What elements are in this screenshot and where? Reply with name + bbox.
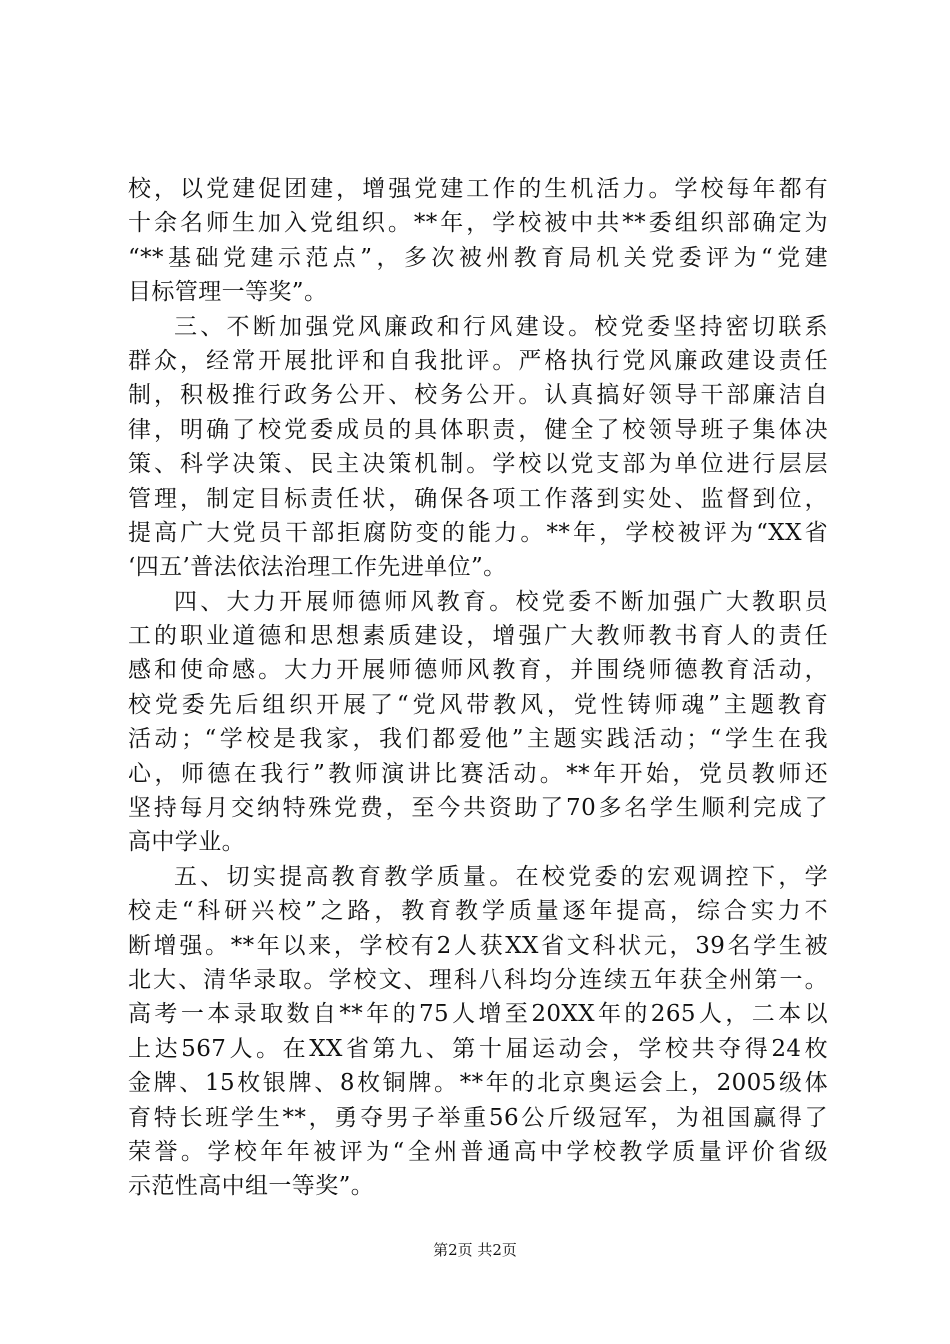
text-line: 制，积极推行政务公开、校务公开。认真搞好领导干部廉洁自 <box>128 382 828 409</box>
document-body <box>128 172 828 1204</box>
text-line: 育特长班学生**，勇夺男子举重56公斤级冠军，为祖国赢得了 <box>128 1104 828 1131</box>
text-line: 示范性高中组一等奖”。 <box>128 1173 375 1200</box>
text-line: “**基础党建示范点”，多次被州教育局机关党委评为“党建 <box>128 244 828 271</box>
text-line: 校走“科研兴校”之路，教育教学质量逐年提高，综合实力不 <box>128 898 828 925</box>
text-line: 提高广大党员干部拒腐防变的能力。**年，学校被评为“XX省 <box>128 519 828 546</box>
text-line: 律，明确了校党委成员的具体职责，健全了校领导班子集体决 <box>128 416 828 443</box>
text-line: 感和使命感。大力开展师德师风教育，并围绕师德教育活动， <box>128 657 828 684</box>
text-line: 校党委先后组织开展了“党风带教风，党性铸师魂”主题教育 <box>128 691 828 718</box>
text-line: 断增强。**年以来，学校有2人获XX省文科状元，39名学生被 <box>128 932 828 959</box>
paragraph-heading-line: 三、不断加强党风廉政和行风建设。校党委坚持密切联系 <box>174 313 828 340</box>
text-line: 管理，制定目标责任状，确保各项工作落到实处、监督到位， <box>128 485 828 512</box>
text-line: 策、科学决策、民主决策机制。学校以党支部为单位进行层层 <box>128 451 828 478</box>
text-line: 高中学业。 <box>128 829 245 856</box>
text-line: 坚持每月交纳特殊党费，至今共资助了70多名学生顺利完成了 <box>128 795 828 822</box>
text-line: 目标管理一等奖”。 <box>128 279 328 306</box>
text-line: ‘四五’普法依法治理工作先进单位”。 <box>128 554 507 581</box>
text-line: 高考一本录取数自**年的75人增至20XX年的265人，二本以 <box>128 1001 828 1028</box>
text-line: 十余名师生加入党组织。**年，学校被中共**委组织部确定为 <box>128 210 828 237</box>
paragraph-heading-line: 四、大力开展师德师风教育。校党委不断加强广大教职员 <box>174 588 828 615</box>
text-line: 群众，经常开展批评和自我批评。严格执行党风廉政建设责任 <box>128 347 828 374</box>
paragraph-heading-line: 五、切实提高教育教学质量。在校党委的宏观调控下，学 <box>174 863 828 890</box>
text-line: 心，师德在我行”教师演讲比赛活动。**年开始，党员教师还 <box>128 760 828 787</box>
page-footer: 第2页 共2页 <box>433 1241 517 1259</box>
text-line: 工的职业道德和思想素质建设，增强广大教师教书育人的责任 <box>128 623 828 650</box>
text-line: 校，以党建促团建，增强党建工作的生机活力。学校每年都有 <box>128 176 828 202</box>
text-line: 金牌、15枚银牌、8枚铜牌。**年的北京奥运会上，2005级体 <box>128 1070 828 1097</box>
text-line: 荣誉。学校年年被评为“全州普通高中学校教学质量评价省级 <box>128 1138 828 1165</box>
text-line: 活动；“学校是我家，我们都爱他”主题实践活动；“学生在我 <box>128 726 828 753</box>
text-line: 北大、清华录取。学校文、理科八科均分连续五年获全州第一。 <box>128 966 828 993</box>
text-line: 上达567人。在XX省第九、第十届运动会，学校共夺得24枚 <box>128 1035 828 1062</box>
